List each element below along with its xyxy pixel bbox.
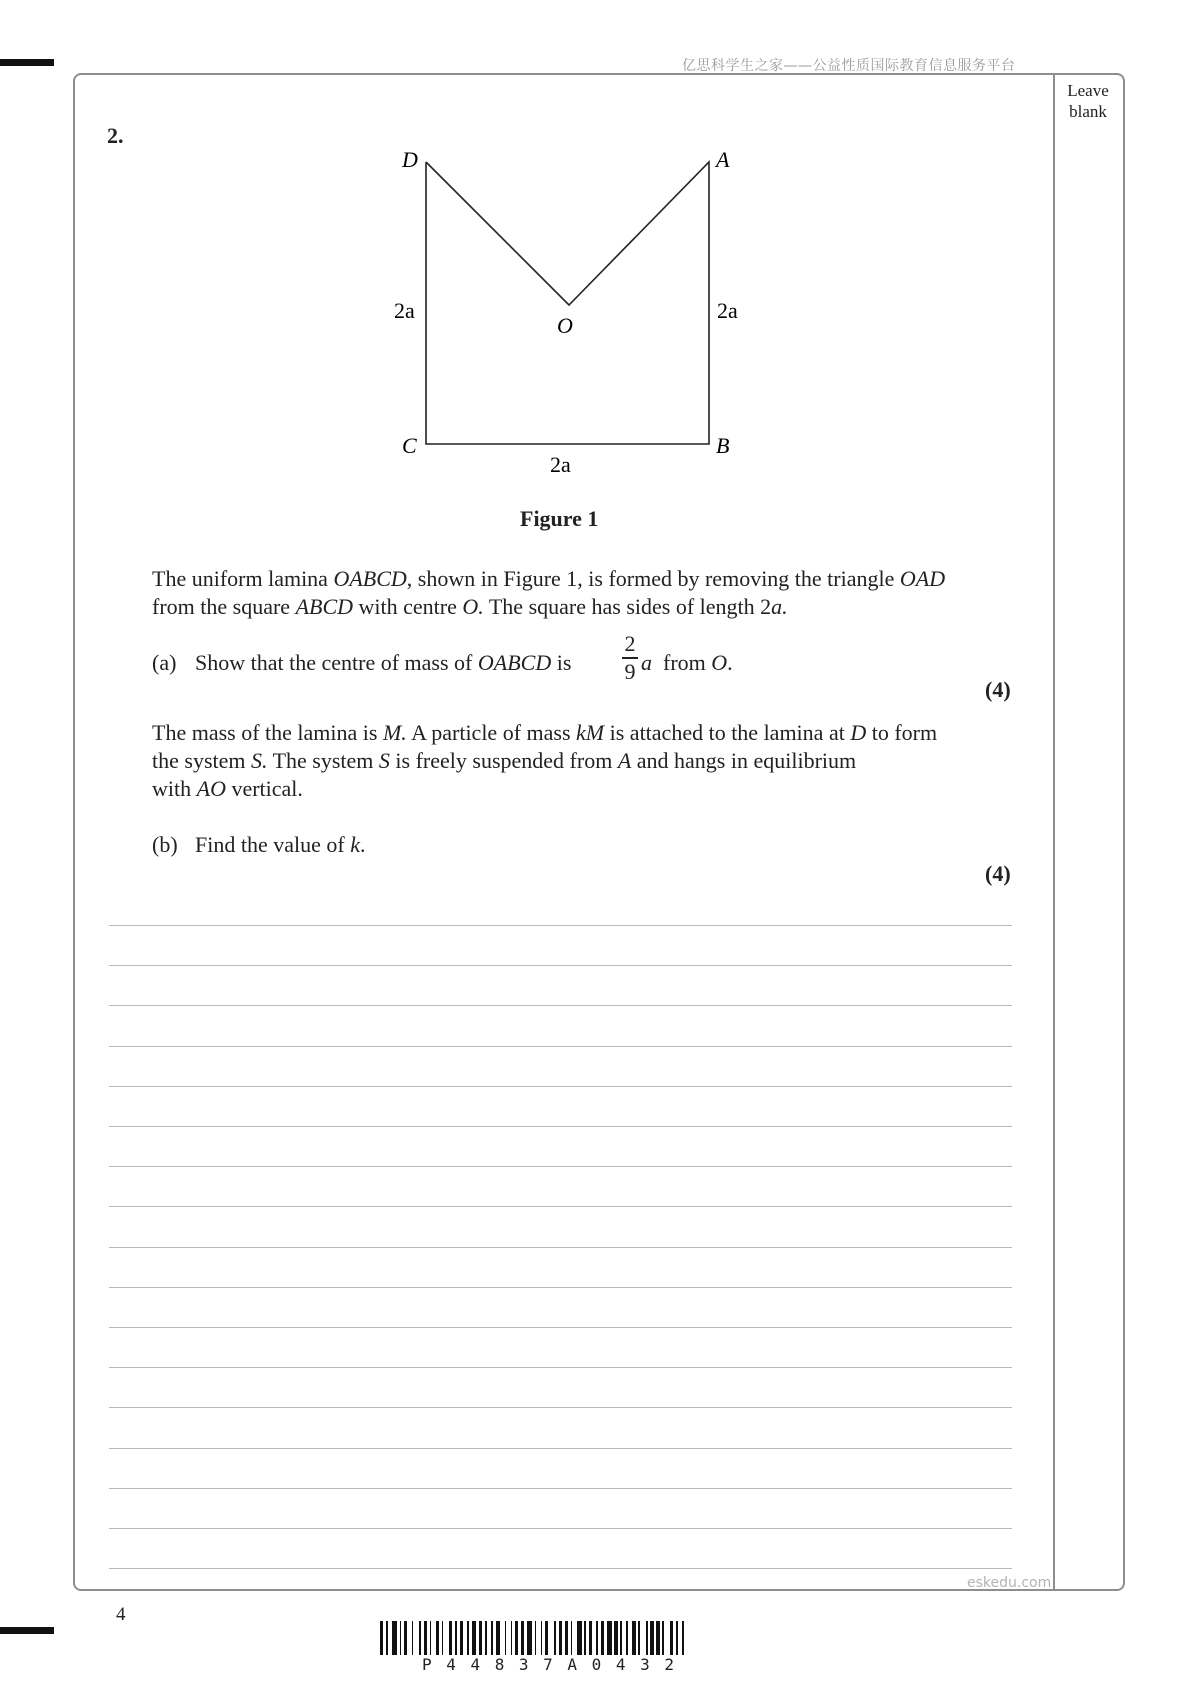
barcode-bar	[485, 1621, 487, 1655]
side-label-right: 2a	[717, 298, 738, 323]
barcode-bar	[404, 1621, 407, 1655]
barcode-bar	[571, 1621, 573, 1655]
barcode-bar	[638, 1621, 640, 1655]
question-number: 2.	[107, 123, 124, 148]
answer-line[interactable]	[109, 1086, 1012, 1087]
vertex-label-a: A	[716, 147, 730, 172]
barcode-bar	[676, 1621, 678, 1655]
barcode-bar	[392, 1621, 397, 1655]
barcode	[380, 1621, 814, 1655]
barcode-bar	[511, 1621, 513, 1655]
barcode-bar	[515, 1621, 518, 1655]
barcode-bar	[467, 1621, 469, 1655]
answer-line[interactable]	[109, 1407, 1012, 1408]
barcode-bar	[584, 1621, 586, 1655]
registration-mark-bottom	[0, 1627, 54, 1634]
barcode-bar	[626, 1621, 628, 1655]
answer-line[interactable]	[109, 965, 1012, 966]
barcode-bar	[545, 1621, 548, 1655]
barcode-text: P44837A0432	[422, 1655, 689, 1674]
vertex-label-o: O	[557, 313, 573, 338]
answer-line[interactable]	[109, 1287, 1012, 1288]
barcode-bar	[380, 1621, 383, 1655]
watermark: eskedu.com	[967, 1575, 1052, 1591]
answer-line[interactable]	[109, 1166, 1012, 1167]
page-number: 4	[116, 1604, 126, 1625]
barcode-bar	[505, 1621, 507, 1655]
mid-line-2: the system S. The system S is freely suspended from A and hangs in equilibrium	[152, 748, 857, 773]
barcode-bar	[646, 1621, 648, 1655]
fraction-numerator: 2	[624, 631, 636, 656]
part-a-marks: (4)	[985, 677, 1011, 702]
mid-line-1: The mass of the lamina is M. A particle of mass kM is attached to the lamina at D to form	[152, 720, 938, 745]
barcode-bar	[400, 1621, 402, 1655]
barcode-bar	[554, 1621, 556, 1655]
answer-line[interactable]	[109, 1005, 1012, 1006]
answer-line[interactable]	[109, 1247, 1012, 1248]
barcode-bar	[670, 1621, 673, 1655]
barcode-bar	[650, 1621, 653, 1655]
barcode-bar	[455, 1621, 457, 1655]
answer-line[interactable]	[109, 1206, 1012, 1207]
vertex-label-b: B	[716, 433, 730, 458]
barcode-bar	[472, 1621, 477, 1655]
barcode-bar	[682, 1621, 684, 1655]
barcode-bar	[386, 1621, 388, 1655]
lamina-outline	[426, 162, 709, 444]
barcode-bar	[596, 1621, 598, 1655]
answer-line[interactable]	[109, 1046, 1012, 1047]
answer-line[interactable]	[109, 1327, 1012, 1328]
barcode-bar	[632, 1621, 635, 1655]
barcode-bar	[565, 1621, 568, 1655]
side-label-left: 2a	[394, 298, 415, 323]
barcode-bar	[436, 1621, 439, 1655]
figure-lamina-diagram	[380, 140, 760, 485]
fraction-two-ninths	[622, 632, 638, 684]
barcode-bar	[656, 1621, 659, 1655]
figure-caption: Figure 1	[520, 506, 599, 531]
barcode-bar	[460, 1621, 463, 1655]
answer-line[interactable]	[109, 1448, 1012, 1449]
fraction-denominator: 9	[624, 658, 636, 684]
answer-line[interactable]	[109, 1126, 1012, 1127]
part-b-label: (b)	[152, 832, 178, 857]
barcode-bar	[607, 1621, 612, 1655]
barcode-bar	[601, 1621, 604, 1655]
answer-line[interactable]	[109, 925, 1012, 926]
answer-line[interactable]	[109, 1367, 1012, 1368]
barcode-bar	[535, 1621, 537, 1655]
vertex-label-c: C	[402, 433, 417, 458]
vertex-label-d: D	[402, 147, 418, 172]
mid-line-3: with AO vertical.	[152, 776, 303, 801]
leave-blank-label: Leave blank	[1067, 81, 1109, 121]
barcode-bar	[479, 1621, 482, 1655]
barcode-bar	[424, 1621, 427, 1655]
part-a-text-end: a from O.	[641, 650, 733, 675]
barcode-bar	[412, 1621, 414, 1655]
site-note: 亿思科学生之家——公益性质国际教育信息服务平台	[682, 58, 1016, 74]
barcode-bar	[430, 1621, 432, 1655]
answer-line[interactable]	[109, 1568, 1012, 1569]
part-b-text: Find the value of k.	[195, 832, 366, 857]
barcode-bar	[577, 1621, 582, 1655]
barcode-bar	[496, 1621, 501, 1655]
barcode-bar	[662, 1621, 664, 1655]
barcode-bar	[491, 1621, 493, 1655]
barcode-bar	[419, 1621, 421, 1655]
answer-line[interactable]	[109, 1528, 1012, 1529]
intro-line-1: The uniform lamina OABCD, shown in Figure 1, is formed by removing the triangle OAD	[152, 566, 946, 591]
barcode-bar	[614, 1621, 617, 1655]
barcode-bar	[449, 1621, 452, 1655]
part-a-label: (a)	[152, 650, 177, 675]
barcode-bar	[541, 1621, 543, 1655]
part-b-marks: (4)	[985, 861, 1011, 886]
registration-mark-top	[0, 59, 54, 66]
barcode-bar	[442, 1621, 444, 1655]
barcode-bar	[559, 1621, 562, 1655]
side-label-bottom: 2a	[550, 452, 571, 477]
part-a-text: Show that the centre of mass of OABCD is	[195, 650, 572, 675]
barcode-bar	[527, 1621, 532, 1655]
barcode-bar	[521, 1621, 524, 1655]
barcode-bar	[589, 1621, 592, 1655]
answer-line[interactable]	[109, 1488, 1012, 1489]
leave-blank-divider	[1053, 75, 1055, 1589]
barcode-bar	[620, 1621, 622, 1655]
intro-line-2: from the square ABCD with centre O. The square has sides of length 2a.	[152, 594, 788, 619]
